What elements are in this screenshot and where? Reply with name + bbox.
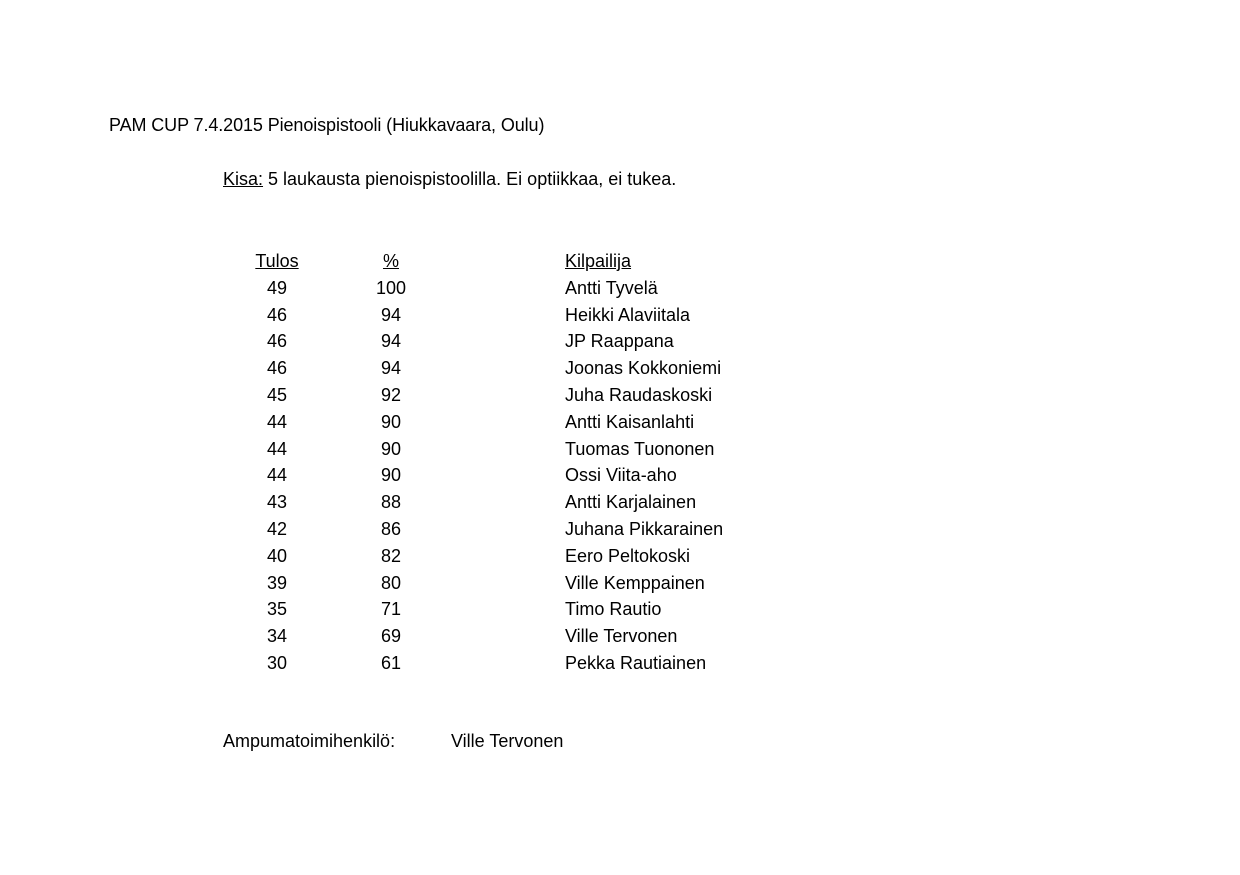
row-score: 40	[266, 545, 288, 566]
table-row	[0, 355, 1240, 382]
results-rows	[0, 275, 1240, 677]
row-percent: 82	[380, 545, 402, 566]
row-score: 46	[266, 358, 288, 379]
row-percent: 100	[375, 277, 407, 298]
table-row	[0, 623, 1240, 650]
row-name: Timo Rautio	[565, 599, 662, 620]
row-name: JP Raappana	[565, 331, 674, 352]
row-score: 39	[266, 572, 288, 593]
official-label: Ampumatoimihenkilö:	[223, 731, 396, 751]
row-percent: 90	[380, 465, 402, 486]
row-score: 34	[266, 626, 288, 647]
row-name: Ossi Viita-aho	[565, 465, 677, 486]
row-name: Ville Kemppainen	[565, 572, 705, 593]
row-name: Antti Kaisanlahti	[565, 411, 695, 432]
row-score: 46	[266, 304, 288, 325]
table-row	[0, 328, 1240, 355]
row-score: 49	[266, 277, 288, 298]
row-name: Juha Raudaskoski	[565, 384, 713, 405]
row-name: Ville Tervonen	[565, 626, 678, 647]
row-percent: 92	[380, 384, 402, 405]
table-row	[0, 489, 1240, 516]
row-percent: 94	[380, 331, 402, 352]
row-percent: 94	[380, 358, 402, 379]
row-name: Pekka Rautiainen	[565, 652, 707, 673]
header-score: Tulos	[255, 251, 299, 271]
row-name: Eero Peltokoski	[565, 545, 691, 566]
official-name: Ville Tervonen	[451, 731, 564, 751]
row-name: Juhana Pikkarainen	[565, 518, 724, 539]
table-row	[0, 650, 1240, 677]
row-name: Antti Tyvelä	[565, 277, 658, 298]
table-row	[0, 516, 1240, 543]
row-name: Joonas Kokkoniemi	[565, 358, 722, 379]
row-percent: 90	[380, 411, 402, 432]
document-title: PAM CUP 7.4.2015 Pienoispistooli (Hiukkavaara, Oulu)	[109, 115, 545, 135]
shooting-official	[223, 731, 564, 752]
table-row	[0, 596, 1240, 623]
competition-label: Kisa:	[223, 169, 264, 189]
header-percent: %	[382, 251, 399, 271]
row-score: 44	[266, 465, 288, 486]
row-score: 44	[266, 411, 288, 432]
row-name: Tuomas Tuononen	[565, 438, 715, 459]
row-name: Antti Karjalainen	[565, 492, 697, 513]
row-score: 30	[266, 652, 288, 673]
row-percent: 88	[380, 492, 402, 513]
row-score: 45	[266, 384, 288, 405]
table-row	[0, 302, 1240, 329]
results-header-row	[0, 248, 1240, 275]
row-score: 42	[266, 518, 288, 539]
header-name: Kilpailija	[565, 251, 632, 271]
row-score: 46	[266, 331, 288, 352]
table-row	[0, 382, 1240, 409]
table-row	[0, 275, 1240, 302]
row-name: Heikki Alaviitala	[565, 304, 691, 325]
row-percent: 90	[380, 438, 402, 459]
row-percent: 86	[380, 518, 402, 539]
table-row	[0, 436, 1240, 463]
row-score: 35	[266, 599, 288, 620]
table-row	[0, 409, 1240, 436]
competition-description	[223, 169, 676, 190]
table-row	[0, 570, 1240, 597]
row-score: 44	[266, 438, 288, 459]
table-row	[0, 543, 1240, 570]
results-table	[0, 248, 1240, 677]
competition-text: 5 laukausta pienoispistoolilla. Ei optiikkaa, ei tukea.	[263, 169, 677, 189]
row-percent: 80	[380, 572, 402, 593]
row-percent: 94	[380, 304, 402, 325]
row-percent: 71	[380, 599, 402, 620]
row-percent: 61	[380, 652, 402, 673]
row-percent: 69	[380, 626, 402, 647]
table-row	[0, 462, 1240, 489]
row-score: 43	[266, 492, 288, 513]
